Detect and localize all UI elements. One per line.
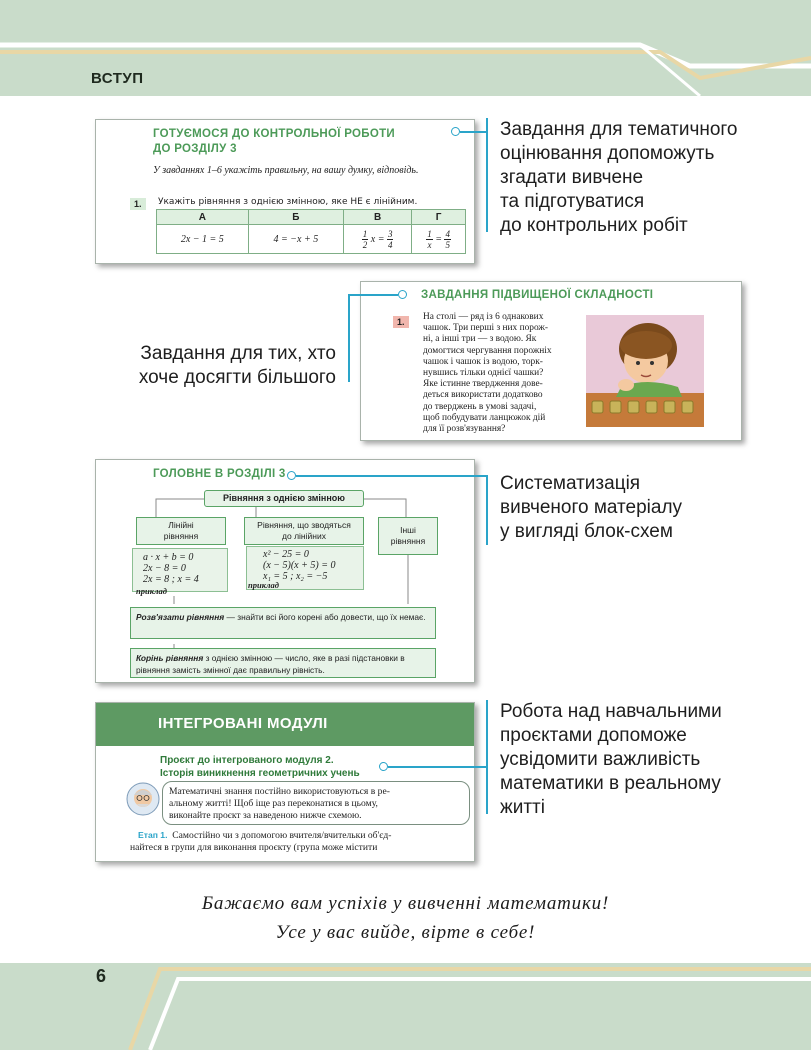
connector-line [348, 294, 398, 296]
chapter-summary-description: Систематизація вивченого матеріалу у вигляді блок-схем [500, 473, 683, 542]
closing-wish-line-2: Усе у вас вийде, вірте в себе! [275, 922, 536, 943]
project-stage-text: Етап 1. Самостійно чи з допомогою вчителя/вчительки об'єд- найтеся в групи для виконання проєкту (група може містити [130, 830, 392, 853]
thinking-boy-illustration [586, 315, 704, 427]
connector-line [296, 475, 486, 477]
description-bracket [346, 294, 350, 382]
integrated-modules-description: Робота над навчальними проєктами допоможе усвідомити важливість математики в реальному житті [500, 701, 722, 818]
description-bracket [486, 475, 492, 545]
option-value-fraction: $\frac{1}{2}$ x = $\frac{3}{4}$ [344, 225, 412, 254]
option-value: 4 = −x + 5 [248, 225, 343, 254]
teacher-avatar [126, 782, 160, 816]
example-label: приклад [136, 586, 168, 596]
test-prep-card [95, 119, 475, 264]
connector-dot [379, 762, 388, 771]
flowchart-reducible: Рівняння, що зводяться до лінійних [244, 517, 364, 545]
option-value-fraction: $\frac{1}{x}$ = $\frac{4}{5}$ [412, 225, 466, 254]
rule-root-definition: Корінь рівняння з однією змінною — число, яке в разі підстановки в рівняння замість змінної дає правильну рівність. [130, 648, 436, 678]
test-prep-instruction: У завданнях 1–6 укажіть правильну, на вашу думку, відповідь. [153, 165, 419, 176]
project-title: Проєкт до інтегрованого модуля 2. Історія виникнення геометричних учень [160, 755, 360, 779]
option-label: А [157, 210, 249, 225]
chapter-summary-card [95, 459, 475, 683]
connector-dot [398, 290, 407, 299]
section-title: ВСТУП [91, 70, 144, 87]
test-prep-heading-2: ДО РОЗДІЛУ 3 [153, 143, 237, 155]
linear-example-math: a · x + b = 0 2x − 8 = 0 2x = 8 ; x = 4 [132, 548, 228, 592]
integrated-modules-title: ІНТЕГРОВАНІ МОДУЛІ [158, 715, 328, 732]
flowchart-other: Інші рівняння [378, 517, 438, 555]
option-label: В [344, 210, 412, 225]
example-label: приклад [248, 580, 280, 590]
connector-dot [451, 127, 460, 136]
advanced-task-text: На столі — ряд із 6 однакових чашок. Три перші з них порож- ні, а інші три — з водою. Як домогтися чергування порожніх чашок і чашок із водою, торк- нувшись тільки однієї чашки? Яке істинне твердження дове- деться використати додатково до тверджень в умові задачі, щоб побудувати ланцюжок дій для її розв'язування? [423, 312, 552, 435]
answer-options-table [156, 209, 466, 254]
description-bracket [486, 700, 492, 814]
connector-line [460, 131, 486, 133]
option-value: 2x − 1 = 5 [157, 225, 249, 254]
page-number: 6 [96, 966, 107, 986]
teacher-speech-bubble: Математичні знання постійно використовуються в ре- альному житті! Щоб іще раз переконатися в цьому, виконайте проєкт за наведеною нижче схемою. [162, 781, 470, 825]
integrated-modules-card [95, 702, 475, 862]
chapter-summary-heading: ГОЛОВНЕ В РОЗДІЛІ 3 [153, 468, 286, 480]
flowchart-linear: Лінійні рівняння [136, 517, 226, 545]
test-prep-task-text: Укажіть рівняння з однією змінною, яке НЕ є лінійним. [158, 197, 418, 207]
reducible-example-math: x² − 25 = 0 (x − 5)(x + 5) = 0 x₁ = 5 ; x₂ = −5 [246, 546, 364, 590]
advanced-tasks-card [360, 281, 742, 441]
test-prep-description: Завдання для тематичного оцінювання допоможуть згадати вивчене та підготуватися до контрольних робіт [500, 119, 738, 236]
closing-wish-line-1: Бажаємо вам успіхів у вивченні математики! [201, 893, 610, 914]
stage-label: Етап 1. [138, 830, 168, 840]
connector-line [388, 766, 486, 768]
connector-dot [287, 471, 296, 480]
description-bracket [486, 118, 492, 232]
rule-solve-equation: Розв'язати рівняння — знайти всі його корені або довести, що їх немає. [130, 607, 436, 639]
advanced-tasks-heading: ЗАВДАННЯ ПІДВИЩЕНОЇ СКЛАДНОСТІ [421, 289, 654, 301]
option-label: Г [412, 210, 466, 225]
bottom-decorative-band [0, 955, 811, 1050]
task-number-badge: 1. [393, 312, 409, 330]
option-label: Б [248, 210, 343, 225]
advanced-tasks-description: Завдання для тих, хто хоче досягти більшого [138, 343, 336, 388]
task-number-badge: 1. [130, 194, 146, 212]
flowchart-root: Рівняння з однією змінною [204, 490, 364, 507]
test-prep-heading: ГОТУЄМОСЯ ДО КОНТРОЛЬНОЇ РОБОТИ [153, 128, 395, 140]
